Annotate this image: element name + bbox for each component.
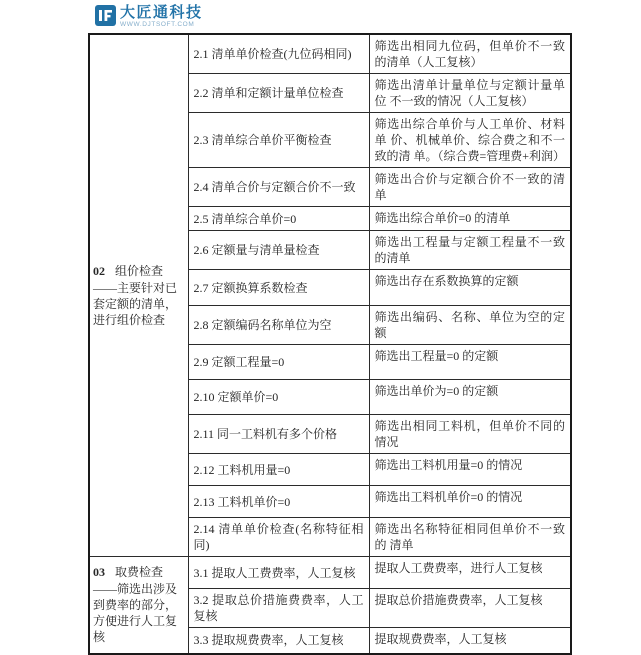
section-title: 组价检查 xyxy=(115,264,164,278)
check-desc-cell: 筛选出编码、名称、单位为空的定额 xyxy=(369,306,571,345)
check-desc-cell: 筛选出单价为=0 的定额 xyxy=(369,380,571,415)
section-title: 取费检查 xyxy=(115,565,164,580)
check-desc-cell: 筛选出综合单价与人工单价、材料单 价、机械单价、综合费之和不一致的清 单。（综合费=管理费+利润） xyxy=(369,113,571,168)
check-desc-cell: 筛选出清单计量单位与定额计量单位 不一致的情况（人工复核） xyxy=(369,74,571,113)
check-item-cell: 3.2 提取总价措施费费率，人工复核 xyxy=(188,589,369,628)
check-item-cell: 2.3 清单综合单价平衡检查 xyxy=(188,113,369,168)
check-item-cell: 2.2 清单和定额计量单位检查 xyxy=(188,74,369,113)
check-desc-cell: 筛选出工程量=0 的定额 xyxy=(369,345,571,380)
check-item-cell: 2.4 清单合价与定额合价不一致 xyxy=(188,168,369,207)
check-desc-cell: 筛选出综合单价=0 的清单 xyxy=(369,207,571,231)
check-desc-cell: 筛选出合价与定额合价不一致的清单 xyxy=(369,168,571,207)
check-item-cell: 2.12 工料机用量=0 xyxy=(188,454,369,486)
check-desc-cell: 筛选出存在系数换算的定额 xyxy=(369,270,571,306)
check-item-cell: 2.10 定额单价=0 xyxy=(188,380,369,415)
check-item-cell: 2.14 清单单价检查(名称特征相同) xyxy=(188,518,369,557)
table-row xyxy=(89,34,571,74)
check-desc-cell: 筛选出名称特征相同但单价不一致的 清单 xyxy=(369,518,571,557)
company-logo xyxy=(95,5,203,29)
section-desc: ——筛选出涉及到费率的部分，方便进行人工复核 xyxy=(93,582,178,645)
check-desc-cell: 筛选出工料机用量=0 的情况 xyxy=(369,454,571,486)
category-cell-03 xyxy=(89,557,188,654)
section-number: 02 xyxy=(93,264,105,278)
check-item-cell: 2.1 清单单价检查(九位码相同) xyxy=(188,34,369,74)
check-item-cell: 2.5 清单综合单价=0 xyxy=(188,207,369,231)
check-desc-cell: 提取规费费率，人工复核 xyxy=(369,628,571,654)
check-desc-cell: 筛选出工料机单价=0 的情况 xyxy=(369,486,571,518)
check-desc-cell: 提取总价措施费费率，人工复核 xyxy=(369,589,571,628)
check-desc-cell: 筛选出相同九位码，但单价不一致的清单（人工复核） xyxy=(369,34,571,74)
check-item-cell: 2.9 定额工程量=0 xyxy=(188,345,369,380)
company-name: 大匠通科技 xyxy=(120,4,203,21)
logo-icon xyxy=(95,5,116,26)
check-item-cell: 3.3 提取规费费率，人工复核 xyxy=(188,628,369,654)
check-item-cell: 2.8 定额编码名称单位为空 xyxy=(188,306,369,345)
check-item-cell: 2.13 工料机单价=0 xyxy=(188,486,369,518)
check-list-table xyxy=(88,33,572,655)
section-desc: ——主要针对已套定额的清单，进行组价检查 xyxy=(93,281,178,327)
check-item-cell: 2.7 定额换算系数检查 xyxy=(188,270,369,306)
section-number: 03 xyxy=(93,565,105,580)
table-row xyxy=(89,557,571,589)
check-item-cell: 3.1 提取人工费费率，人工复核 xyxy=(188,557,369,589)
check-desc-cell: 提取人工费费率，进行人工复核 xyxy=(369,557,571,589)
check-desc-cell: 筛选出工程量与定额工程量不一致的清单 xyxy=(369,231,571,270)
check-item-cell: 2.11 同一工料机有多个价格 xyxy=(188,415,369,454)
category-cell-02 xyxy=(89,34,188,557)
company-website: WWW.DJTSOFT.COM xyxy=(120,21,195,28)
check-item-cell: 2.6 定额量与清单量检查 xyxy=(188,231,369,270)
check-desc-cell: 筛选出相同工料机，但单价不同的情况 xyxy=(369,415,571,454)
